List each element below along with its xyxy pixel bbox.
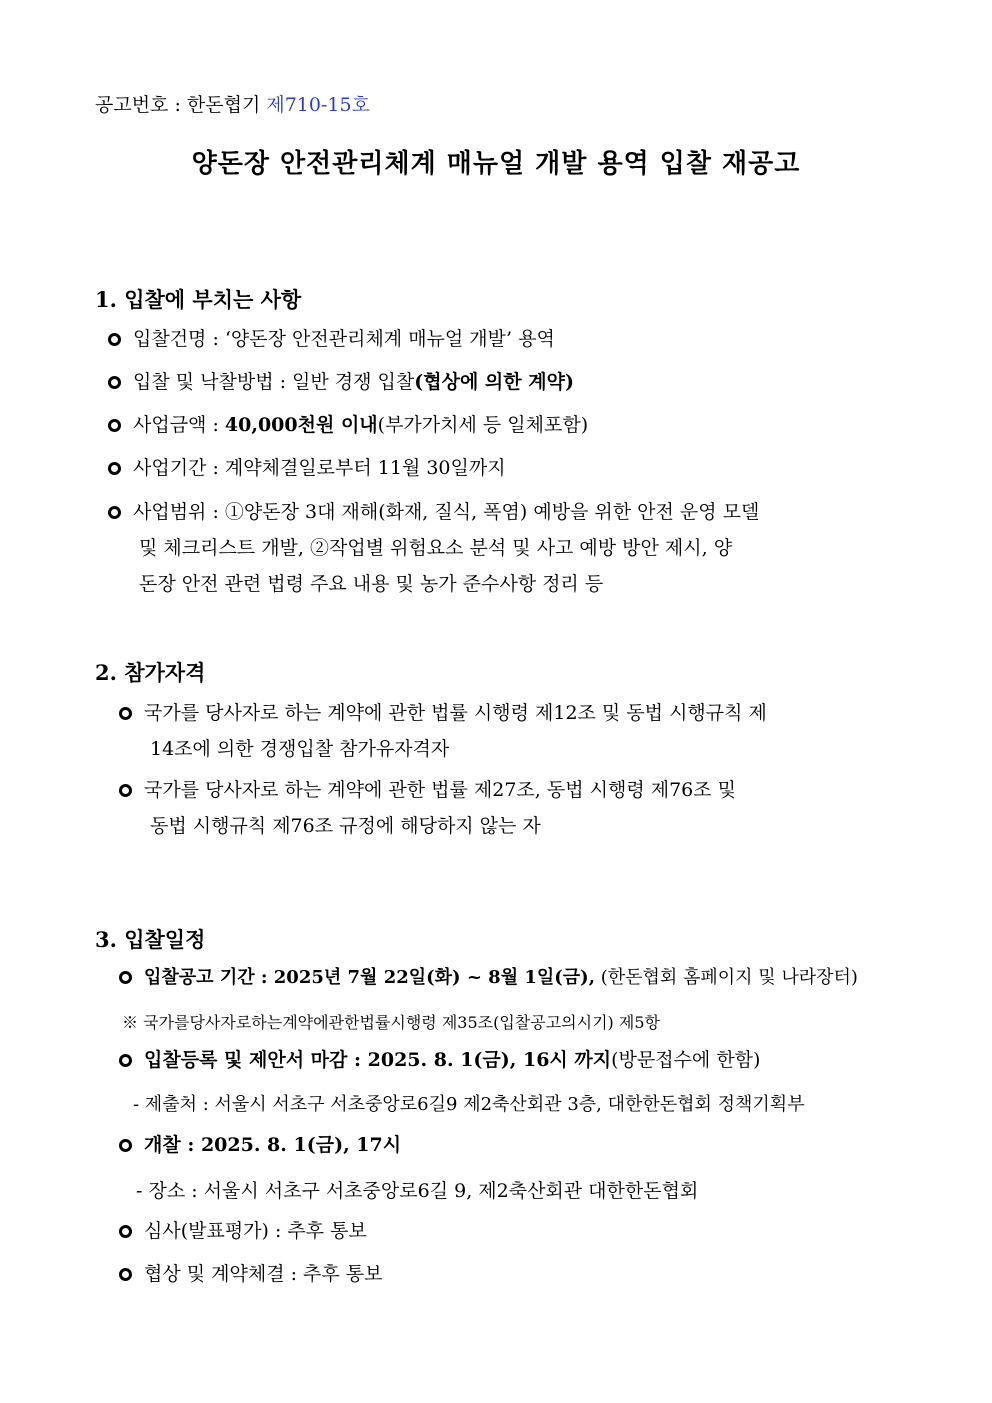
circle-bullet-icon [119, 971, 132, 984]
circle-bullet-icon [119, 1268, 132, 1281]
item-text: 협상 및 계약체결 : 추후 통보 [144, 1263, 383, 1285]
item-text: 심사(발표평가) : 추후 통보 [144, 1220, 367, 1242]
item-text-line: 국가를 당사자로 하는 계약에 관한 법률 제27조, 동법 시행령 제76조 및 [144, 779, 736, 801]
item-text-bold: 개찰 : 2025. 8. 1(금), 17시 [144, 1134, 402, 1156]
section1-item-amount [108, 407, 588, 443]
circle-bullet-icon [119, 1054, 132, 1067]
item-text: 사업기간 : 계약체결일로부터 11월 30일까지 [133, 457, 506, 479]
circle-bullet-icon [119, 784, 132, 797]
item-text: 입찰건명 : ‘양돈장 안전관리체계 매뉴얼 개발’ 용역 [133, 328, 555, 350]
section3-item-evaluation [119, 1213, 367, 1249]
section3-item-registration [119, 1042, 760, 1078]
notice-number-value: 제710-15호 [266, 94, 370, 116]
opening-place: - 장소 : 서울시 서초구 서초중앙로6길 9, 제2축산회관 대한한돈협회 [136, 1180, 699, 1202]
section3-item-contract [119, 1256, 383, 1292]
notice-number [95, 90, 370, 117]
circle-bullet-icon [119, 1139, 132, 1152]
item-text: (부가가치세 등 일체포함) [377, 414, 589, 436]
circle-bullet-icon [108, 462, 121, 475]
item-text: (방문접수에 한함) [611, 1049, 761, 1071]
circle-bullet-icon [108, 419, 121, 432]
section1-item-method [108, 364, 574, 400]
circle-bullet-icon [108, 333, 121, 346]
section3-item-notice-period [119, 960, 858, 996]
section3-heading: 3. 입찰일정 [95, 927, 206, 952]
legal-note: ※ 국가를당사자로하는계약에관한법률시행령 제35조(입찰공고의시기) 제5항 [122, 1013, 660, 1032]
section2-heading: 2. 참가자격 [95, 660, 206, 685]
item-text-bold: 입찰등록 및 제안서 마감 : 2025. 8. 1(금), 16시 까지 [144, 1049, 612, 1071]
item-text: 입찰 및 낙찰방법 : 일반 경쟁 입찰 [133, 371, 415, 393]
section1-item-scope [108, 494, 759, 602]
circle-bullet-icon [119, 707, 132, 720]
page-title: 양돈장 안전관리체계 매뉴얼 개발 용역 입찰 재공고 [191, 149, 801, 179]
item-text-line: 돈장 안전 관련 법령 주요 내용 및 농가 준수사항 정리 등 [139, 573, 604, 595]
circle-bullet-icon [119, 1225, 132, 1238]
item-text-line: 및 체크리스트 개발, ②작업별 위험요소 분석 및 사고 예방 방안 제시, 양 [139, 537, 733, 559]
section2-item-exclusion [119, 772, 736, 844]
circle-bullet-icon [108, 506, 121, 519]
circle-bullet-icon [108, 376, 121, 389]
item-text-line: 동법 시행규칙 제76조 규정에 해당하지 않는 자 [150, 815, 541, 837]
item-text: 사업금액 : [133, 414, 225, 436]
section1-heading: 1. 입찰에 부치는 사항 [95, 287, 302, 312]
submission-place: - 제출처 : 서울시 서초구 서초중앙로6길9 제2축산회관 3층, 대한한돈협회 정책기획부 [133, 1094, 805, 1115]
item-text: (한돈협회 홈페이지 및 나라장터) [594, 967, 858, 988]
item-text-line: 사업범위 : ①양돈장 3대 재해(화재, 질식, 폭염) 예방을 위한 안전 운영 모델 [133, 501, 760, 523]
section3-item-opening [119, 1127, 401, 1163]
notice-number-label: 공고번호 : 한돈협기 [95, 94, 267, 116]
section1-item-period [108, 450, 506, 486]
item-text-bold: 40,000천원 이내 [224, 414, 378, 436]
item-text-bold: 입찰공고 기간 : 2025년 7월 22일(화) ~ 8월 1일(금), [144, 967, 595, 988]
section2-item-qualification [119, 695, 767, 767]
item-text-line: 국가를 당사자로 하는 계약에 관한 법률 시행령 제12조 및 동법 시행규칙 제 [144, 702, 767, 724]
item-text-bold: (협상에 의한 계약) [414, 371, 574, 393]
item-text-line: 14조에 의한 경쟁입찰 참가유자격자 [150, 738, 450, 760]
section1-item-name [108, 321, 555, 357]
